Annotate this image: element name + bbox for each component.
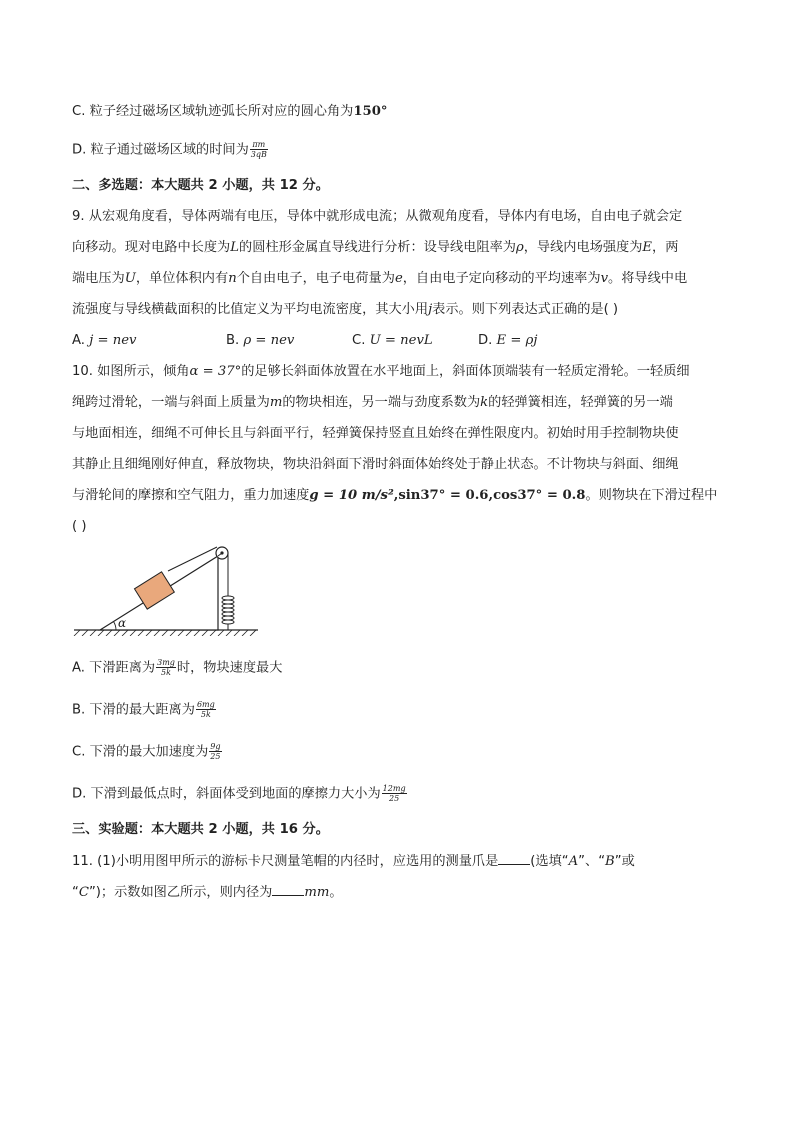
q11-line-1: 11. (1)小明用图甲所示的游标卡尺测量笔帽的内径时，应选用的测量爪是 (选填“A”、“B”或	[72, 854, 635, 869]
fraction: $\frac{6mg}{5k}$	[196, 700, 215, 719]
section-title: 二、多选题：本大题共 2 小题，共 12 分。	[72, 178, 329, 193]
q11-line-2: “C”)；示数如图乙所示，则内径为 mm。	[72, 885, 343, 900]
q8-option-d: D. 粒子通过磁场区域的时间为 $\frac{\pi m}{3qB}$	[72, 140, 267, 159]
q9-options	[72, 332, 537, 350]
q10-option-a: A. 下滑距离为 $\frac{3mg}{5k}$ 时，物块速度最大	[72, 658, 283, 677]
angle-label: α	[118, 616, 127, 630]
q9-line-3: 端电压为U，单位体积内有n个自由电子，电子电荷量为e，自由电子定向移动的平均速率为v。将导线中电	[72, 271, 688, 286]
q9-option-d: D. E = ρj	[478, 333, 538, 348]
q9-line-2: 向移动。现对电路中长度为L的圆柱形金属直导线进行分析：设导线电阻率为ρ，导线内电场强度为E，两	[72, 240, 679, 255]
q10-option-c: C. 下滑的最大加速度为 $\frac{9g}{25}$	[72, 742, 221, 761]
q10-option-d: D. 下滑到最低点时，斜面体受到地面的摩擦力大小为 $\frac{12mg}{25}$	[72, 784, 406, 803]
answer-blank[interactable]	[272, 883, 304, 896]
q10-option-b: B. 下滑的最大距离为 $\frac{6mg}{5k}$	[72, 700, 215, 719]
q10-line-3: 与地面相连，细绳不可伸长且与斜面平行，轻弹簧保持竖直且始终在弹性限度内。初始时用手控制物块使	[72, 426, 679, 441]
q9-option-c: C. U = nevL	[352, 333, 433, 348]
q9-line-1: 9. 从宏观角度看，导体两端有电压，导体中就形成电流；从微观角度看，导体内有电场，自由电子就会定	[72, 209, 683, 224]
q10-line-1: 10. 如图所示，倾角α = 37°的足够长斜面体放置在水平地面上，斜面体顶端装有一轻质定滑轮。一轻质细	[72, 364, 690, 379]
q9-option-a: A. j = nev	[72, 333, 137, 348]
q10-line-6: ( )	[72, 519, 87, 534]
q9-line-4: 流强度与导线横截面积的比值定义为平均电流密度，其大小用j表示。则下列表达式正确的是( )	[72, 302, 619, 317]
answer-blank[interactable]	[498, 852, 530, 865]
q10-line-5: 与滑轮间的摩擦和空气阻力，重力加速度g = 10 m/s²,sin37° = 0.6,cos37° = 0.8。则物块在下滑过程中	[72, 488, 718, 503]
q9-option-b: B. ρ = nev	[226, 333, 295, 348]
ground-hatching	[74, 630, 256, 636]
incline-pulley-spring-figure	[72, 540, 262, 636]
q10-line-2: 绳跨过滑轮，一端与斜面上质量为m的物块相连，另一端与劲度系数为k的轻弹簧相连，轻弹簧的另一端	[72, 395, 673, 410]
spring	[222, 596, 234, 630]
q8-option-c: C. 粒子经过磁场区域轨迹弧长所对应的圆心角为150°	[72, 104, 388, 119]
q10-line-4: 其静止且细绳刚好伸直，释放物块，物块沿斜面下滑时斜面体始终处于静止状态。不计物块与斜面、细绳	[72, 457, 679, 472]
fraction: $\frac{9g}{25}$	[210, 742, 221, 761]
fraction: $\frac{3mg}{5k}$	[157, 658, 175, 677]
fraction: $\frac{12mg}{25}$	[382, 784, 406, 803]
fraction: $\frac{\pi m}{3qB}$	[250, 140, 267, 159]
section-title: 三、实验题：本大题共 2 小题，共 16 分。	[72, 822, 329, 837]
